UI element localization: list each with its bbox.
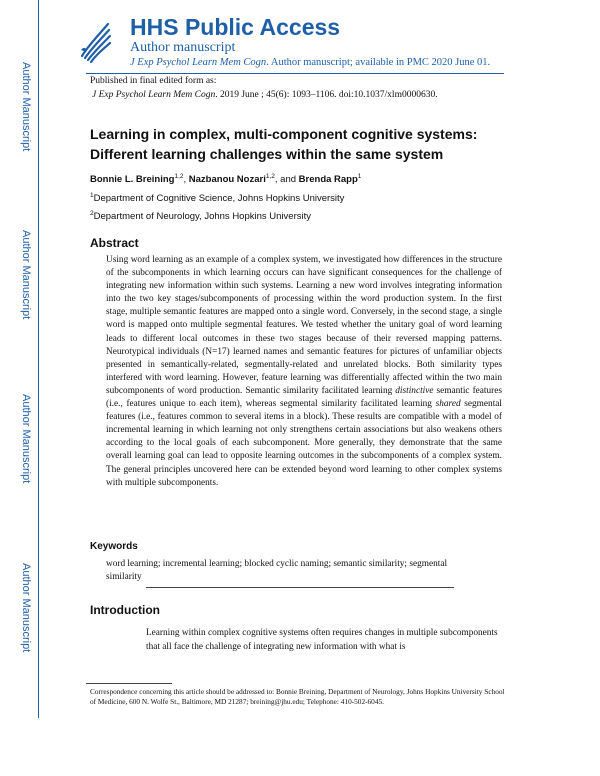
abstract-body (106, 254, 502, 490)
header-rule (86, 73, 504, 74)
affiliation-marker: 2 (90, 210, 94, 217)
author-manuscript-subtitle: Author manuscript (130, 40, 236, 55)
author-list: Bonnie L. Breining$^{1,2}$, Nazbanou Nozari$^{1,2}$, and Brenda Rapp$^1$ (90, 173, 362, 185)
hhs-eagle-logo-icon (78, 16, 112, 64)
published-citation (92, 90, 438, 100)
affiliation-text: Department of Cognitive Science, Johns Hopkins University (93, 193, 345, 204)
abstract-emphasis: distinctive (395, 385, 434, 396)
correspondence-footnote: Correspondence concerning this article should be addressed to: Bonnie Breining, Department of Neurology, Johns Hopkins University School of Medicine, 600 N. Wolfe St., Baltimore, MD 21287; breining@jhu.edu; Telephone: 410-502-6045. (90, 687, 505, 706)
abstract-text: Using word learning as an example of a complex system, we investigated how differences in the structure of the subcomponents in which learning occurs can have significant consequences for the challenge of integrating new information within such systems. Learning a new word involves integrating information into the two key stages/subcomponents of processing within the word production system. In the first stage, multiple semantic features are mapped onto a single word. Conversely, in the second stage, a single word is mapped onto multiple segmental features. We tested whether the unitary goal of word learning leads to different local outcomes in these two stages because of their reversed mapping patterns. Neurotypical individuals (N=17) learned names and semantic features for pictures of unfamiliar objects presented in semantically-related, segmentally-related and unrelated blocks. Both similarity types interfered with word learning. However, feature learning was differentially affected within the two main subcomponents of word production. Semantic similarity facilitated learning (106, 255, 502, 396)
header-citation (130, 57, 490, 68)
affiliation-text: Department of Neurology, Johns Hopkins University (93, 211, 311, 222)
introduction-heading: Introduction (90, 603, 160, 617)
side-label-author-manuscript: Author Manuscript (20, 394, 32, 484)
author-conjunction: , and (274, 174, 297, 185)
side-label-author-manuscript: Author Manuscript (20, 230, 32, 320)
author-name: Brenda Rapp (298, 174, 358, 185)
affiliation (90, 193, 344, 204)
article-title: Learning in complex, multi-component cognitive systems: Different learning challenges within the same system (90, 126, 478, 162)
author-affiliation-marker: 1,2 (265, 173, 275, 180)
abstract-text: semantic features (i.e., features unique to each item), whereas segmental similarity facilitated learning (106, 385, 502, 410)
author-affiliation-marker: 1 (357, 173, 362, 180)
author-name: Bonnie L. Breining (90, 174, 175, 185)
introduction-text: Learning within complex cognitive systems often requires changes in multiple subcomponents that all face the challenge of integrating new information with what is (146, 628, 498, 652)
author-name: Nazbanou Nozari (188, 174, 266, 185)
side-label-author-manuscript: Author Manuscript (20, 62, 32, 152)
hhs-public-access-title: HHS Public Access (130, 14, 341, 40)
journal-name: J Exp Psychol Learn Mem Cogn (130, 57, 267, 68)
keywords-text: word learning; incremental learning; blocked cyclic naming; semantic similarity; segmental similarity (106, 559, 448, 582)
abstract-text: segmental features (i.e., features common to several items in a block). These results are compatible with a model of incremental learning in which learning not only strengthens certain associations but also weakens others according to the local goals of each subcomponent. More generally, they demonstrate that the same overall learning goal can lead to opposite learning outcomes in the subcomponents of a complex system. The general principles uncovered here can be extended beyond word learning to other complex systems with multiple subcomponents. (106, 399, 502, 488)
author-affiliation-marker: 1,2 (174, 173, 184, 180)
margin-rule (38, 0, 39, 718)
keywords-heading: Keywords (90, 541, 138, 552)
published-details: . 2019 June ; 45(6): 1093–1106. doi:10.1037/xlm0000630. (215, 90, 438, 100)
abstract-heading: Abstract (90, 236, 139, 250)
footnote-rule (86, 683, 172, 684)
affiliation (90, 211, 311, 222)
affiliation-marker: 1 (90, 192, 94, 199)
side-label-author-manuscript: Author Manuscript (20, 563, 32, 653)
published-journal: J Exp Psychol Learn Mem Cogn (92, 90, 216, 100)
abstract-emphasis: shared (435, 399, 461, 410)
keywords-rule (146, 587, 454, 588)
availability-text: . Author manuscript; available in PMC 2020 June 01. (266, 57, 491, 68)
published-label: Published in final edited form as: (90, 76, 217, 86)
